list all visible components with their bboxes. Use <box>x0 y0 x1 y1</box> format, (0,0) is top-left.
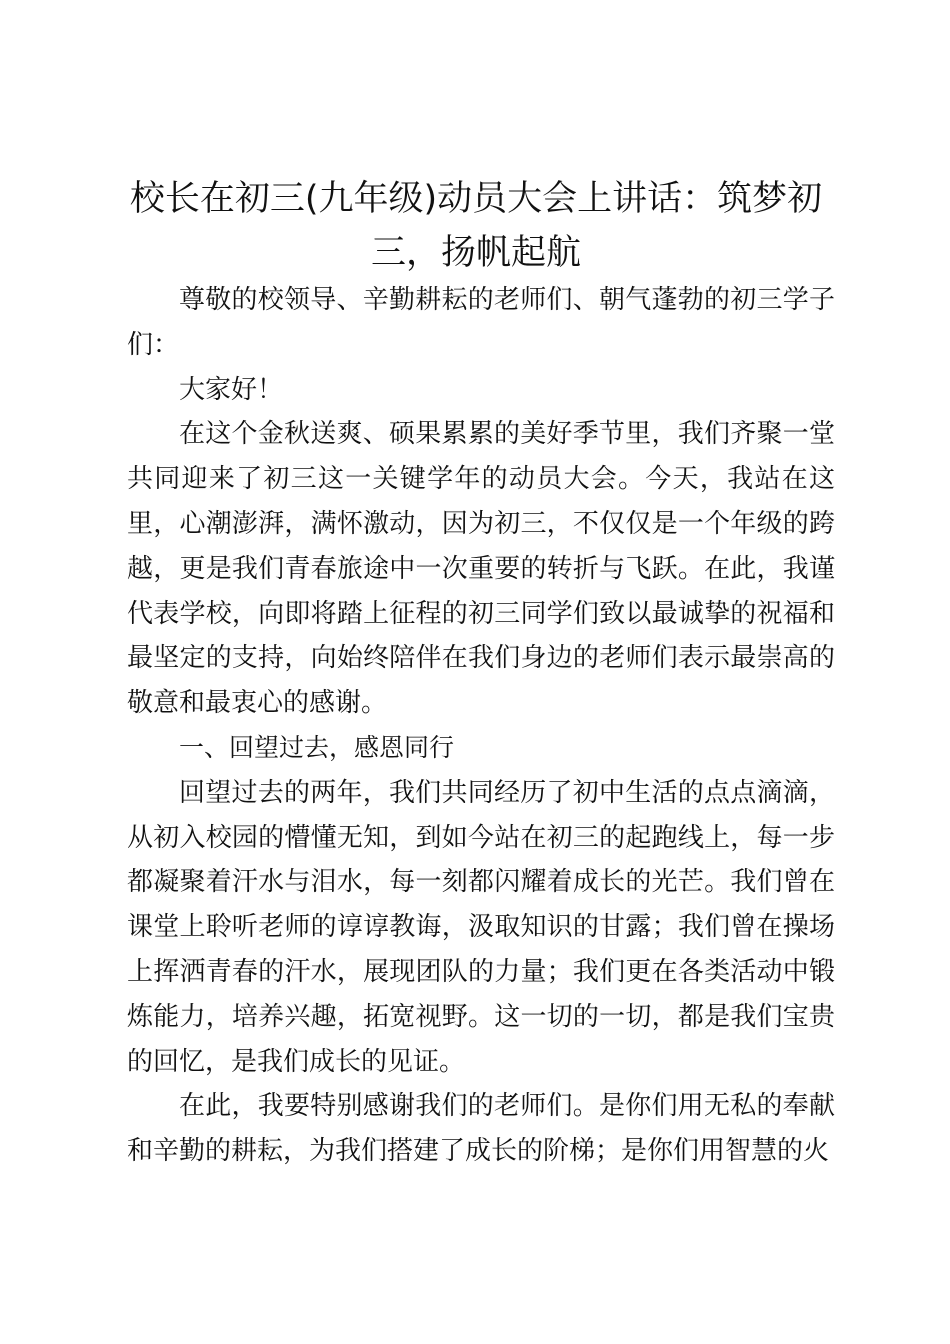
salutation-paragraph: 尊敬的校领导、辛勤耕耘的老师们、朝气蓬勃的初三学子们： <box>127 285 835 360</box>
section-heading: 一、回望过去，感恩同行 <box>179 732 455 762</box>
document-title: 校长在初三(九年级)动员大会上讲话：筑梦初三，扬帆起航 <box>129 179 823 273</box>
thanks-paragraph: 在此，我要特别感谢我们的老师们。是你们用无私的奉献和辛勤的耕耘，为我们搭建了成长的阶梯；是你们用智慧的火 <box>127 1091 835 1167</box>
opening-paragraph: 在这个金秋送爽、硕果累累的美好季节里，我们齐聚一堂共同迎来了初三这一关键学年的动员大会。今天，我站在这里，心潮澎湃，满怀激动，因为初三，不仅仅是一个年级的跨越，更是我们青春旅途中一次重要的转折与飞跃。在此，我谨代表学校，向即将踏上征程的初三同学们致以最诚挚的祝福和最坚定的支持，向始终陪伴在我们身边的老师们表示最崇高的敬意和最衷心的感谢。 <box>127 419 835 719</box>
document-body <box>127 278 835 1174</box>
review-paragraph: 回望过去的两年，我们共同经历了初中生活的点点滴滴，从初入校园的懵懂无知，到如今站在初三的起跑线上，每一步都凝聚着汗水与泪水，每一刻都闪耀着成长的光芒。我们曾在课堂上聆听老师的谆谆教诲，汲取知识的甘露；我们曾在操场上挥洒青春的汗水，展现团队的力量；我们更在各类活动中锻炼能力，培养兴趣，拓宽视野。这一切的一切，都是我们宝贵的回忆，是我们成长的见证。 <box>127 777 835 1077</box>
greeting-paragraph: 大家好！ <box>179 374 284 405</box>
